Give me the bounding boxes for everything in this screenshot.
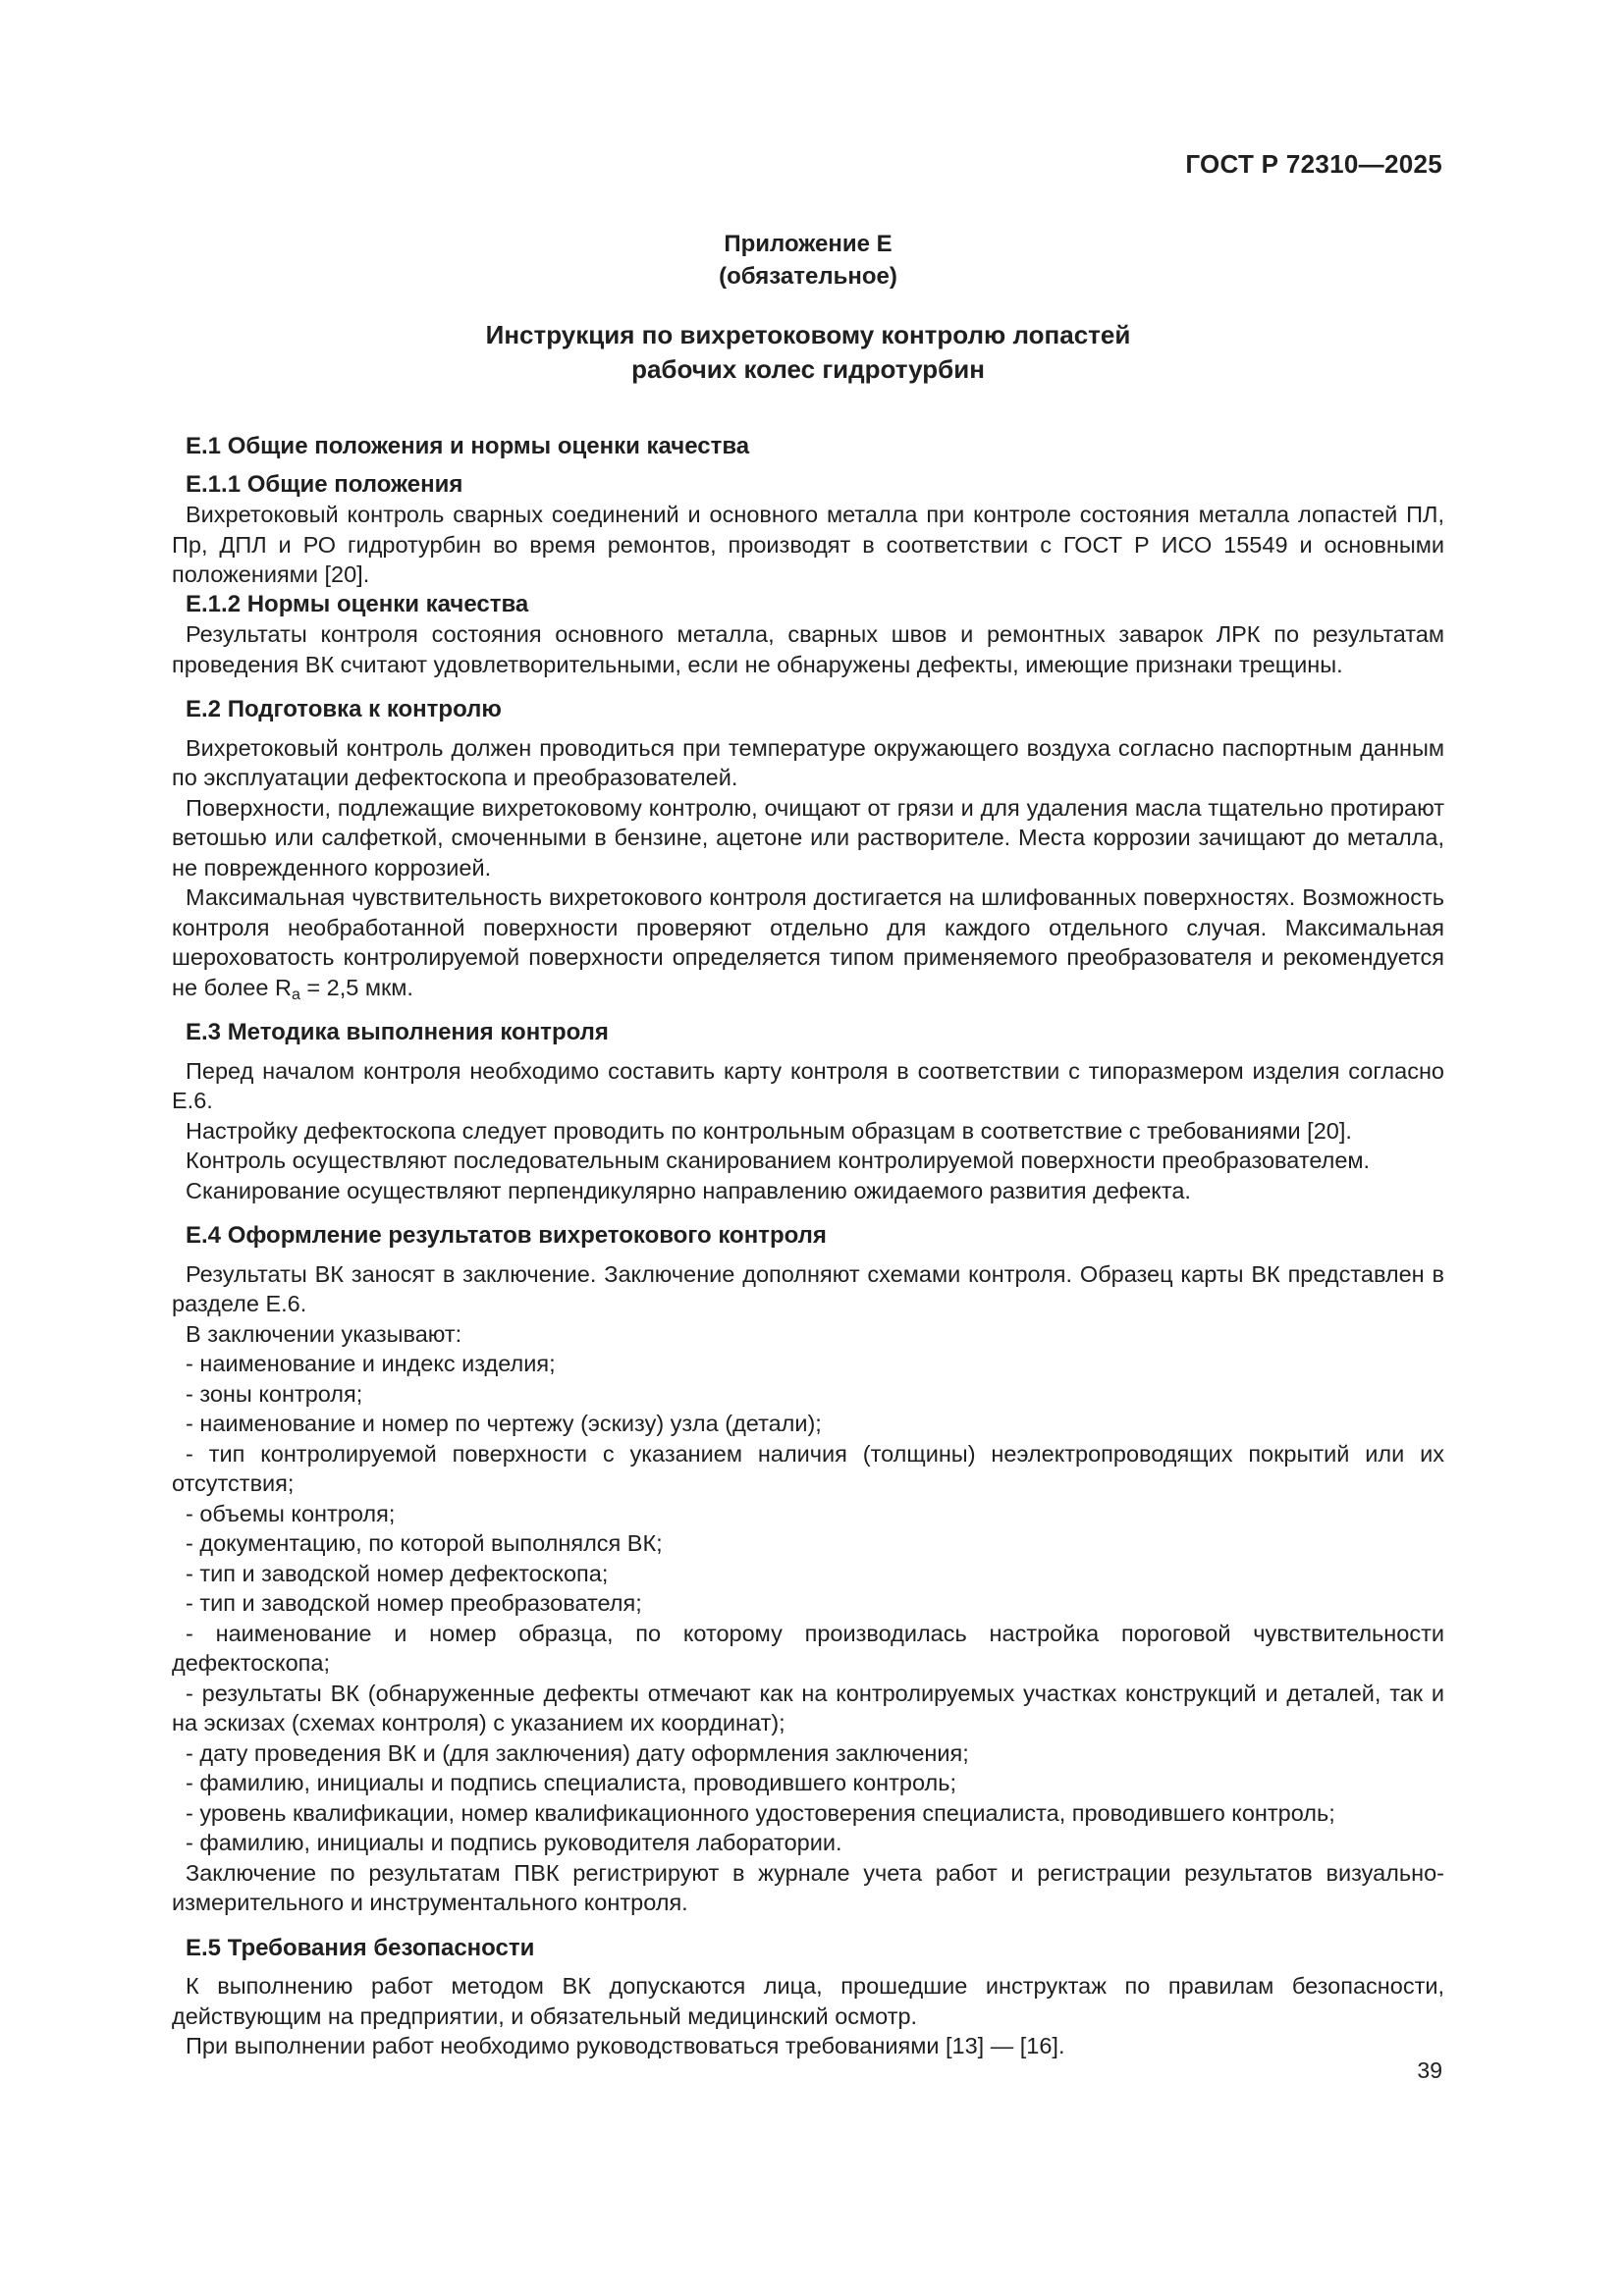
list-item: - наименование и индекс изделия; [186, 1351, 556, 1376]
section-e2-title: Е.2 Подготовка к контролю [186, 696, 502, 722]
section-e3-title: Е.3 Методика выполнения контроля [186, 1019, 609, 1045]
list-item: - фамилию, инициалы и подпись руководителя лаборатории. [186, 1830, 842, 1855]
list-item: - результаты ВК (обнаруженные дефекты отмечают как на контролируемых участках конструкций и деталей, так и на эскизах (схемах контроля) с указанием их координат); [172, 1680, 1444, 1735]
subsection-e12-title: Е.1.2 Нормы оценки качества [186, 590, 529, 617]
list-item: - документацию, по которой выполнялся ВК; [186, 1530, 663, 1556]
section-e1-title: Е.1 Общие положения и нормы оценки качества [186, 433, 750, 459]
paragraph: Заключение по результатам ПВК регистрируют в журнале учета работ и регистрации результатов визуально-измерительного и инструментального контроля. [172, 1859, 1444, 1915]
annex-title-line-2: рабочих колес гидротурбин [631, 354, 985, 384]
page-number: 39 [1417, 2057, 1442, 2083]
paragraph: К выполнению работ методом ВК допускаются лица, прошедшие инструктаж по правилам безопасности, действующим на предприятии, и обязательный медицинский осмотр. [172, 1973, 1444, 2029]
paragraph: Настройку дефектоскопа следует проводить по контрольным образцам в соответствие с требованиями [20]. [186, 1117, 1352, 1144]
list-item: - тип контролируемой поверхности с указанием наличия (толщины) неэлектропроводящих покрытий или их отсутствия; [172, 1440, 1444, 1496]
subsection-e11-title: Е.1.1 Общие положения [186, 470, 463, 498]
list-item: - зоны контроля; [186, 1380, 363, 1407]
paragraph-roughness [172, 882, 1444, 1002]
document-body [172, 432, 1444, 2061]
annex-title-line-1: Инструкция по вихретоковому контролю лопастей [485, 320, 1131, 349]
list-item: - фамилию, инициалы и подпись специалиста, проводившего контроль; [186, 1770, 957, 1795]
annex-title [172, 318, 1444, 387]
paragraph: Контроль осуществляют последовательным сканированием контролируемой поверхности преобразователем. [186, 1148, 1371, 1173]
list-item: - объемы контроля; [186, 1500, 396, 1526]
annex-label: Приложение Е [724, 231, 893, 257]
paragraph: Результаты контроля состояния основного металла, сварных швов и ремонтных заварок ЛРК по результатам проведения ВК считают удовлетворительными, если не обнаружены дефекты, имеющие признаки трещины. [172, 621, 1444, 677]
paragraph-text: Максимальная чувствительность вихретокового контроля достигается на шлифованных поверхностях. Возможность контроля необработанной поверхности проверяют отдельно для каждого отдельного случая. Максимальная шероховатость контролируемой поверхности определяется типом применяемого преобразователя и рекомендуется не более R [172, 884, 1444, 1000]
paragraph: Сканирование осуществляют перпендикулярно направлению ожидаемого развития дефекта. [186, 1177, 1191, 1203]
section-e5-title: Е.5 Требования безопасности [186, 1934, 535, 1961]
list-item: - тип и заводской номер преобразователя; [186, 1590, 642, 1616]
annex-status: (обязательное) [719, 263, 897, 290]
list-item: - уровень квалификации, номер квалификационного удостоверения специалиста, проводившего контроль; [186, 1799, 1335, 1826]
paragraph: Перед началом контроля необходимо составить карту контроля в соответствии с типоразмером изделия согласно Е.6. [172, 1057, 1444, 1113]
paragraph: Вихретоковый контроль должен проводиться при температуре окружающего воздуха согласно паспортным данным по эксплуатации дефектоскопа и преобразователей. [172, 734, 1444, 790]
paragraph: Поверхности, подлежащие вихретоковому контролю, очищают от грязи и для удаления масла тщательно протирают ветошью или салфеткой, смоченными в бензине, ацетоне или растворителе. Места коррозии зачищают до металла, не поврежденного коррозией. [172, 794, 1444, 881]
list-item: - наименование и номер по чертежу (эскизу) узла (детали); [186, 1411, 822, 1436]
annex-heading [172, 228, 1444, 293]
paragraph: При выполнении работ необходимо руководствоваться требованиями [13] — [16]. [186, 2033, 1065, 2058]
list-item: - тип и заводской номер дефектоскопа; [186, 1560, 609, 1586]
paragraph: Вихретоковый контроль сварных соединений и основного металла при контроле состояния металла лопастей ПЛ, Пр, ДПЛ и РО гидротурбин во время ремонтов, производят в соответствии с ГОСТ Р ИСО 15549 и основными положениями [20]. [172, 502, 1444, 587]
document-code: ГОСТ Р 72310—2025 [1185, 149, 1442, 179]
list-item: - дату проведения ВК и (для заключения) дату оформления заключения; [186, 1739, 969, 1766]
list-item: - наименование и номер образца, по которому производилась настройка пороговой чувствительности дефектоскопа; [172, 1620, 1444, 1676]
paragraph-text: = 2,5 мкм. [299, 974, 413, 1000]
paragraph: Результаты ВК заносят в заключение. Заключение дополняют схемами контроля. Образец карты ВК представлен в разделе Е.6. [172, 1260, 1444, 1316]
paragraph: В заключении указывают: [186, 1320, 462, 1347]
subscript: a [291, 986, 300, 1003]
section-e4-title: Е.4 Оформление результатов вихретокового контроля [186, 1222, 827, 1249]
